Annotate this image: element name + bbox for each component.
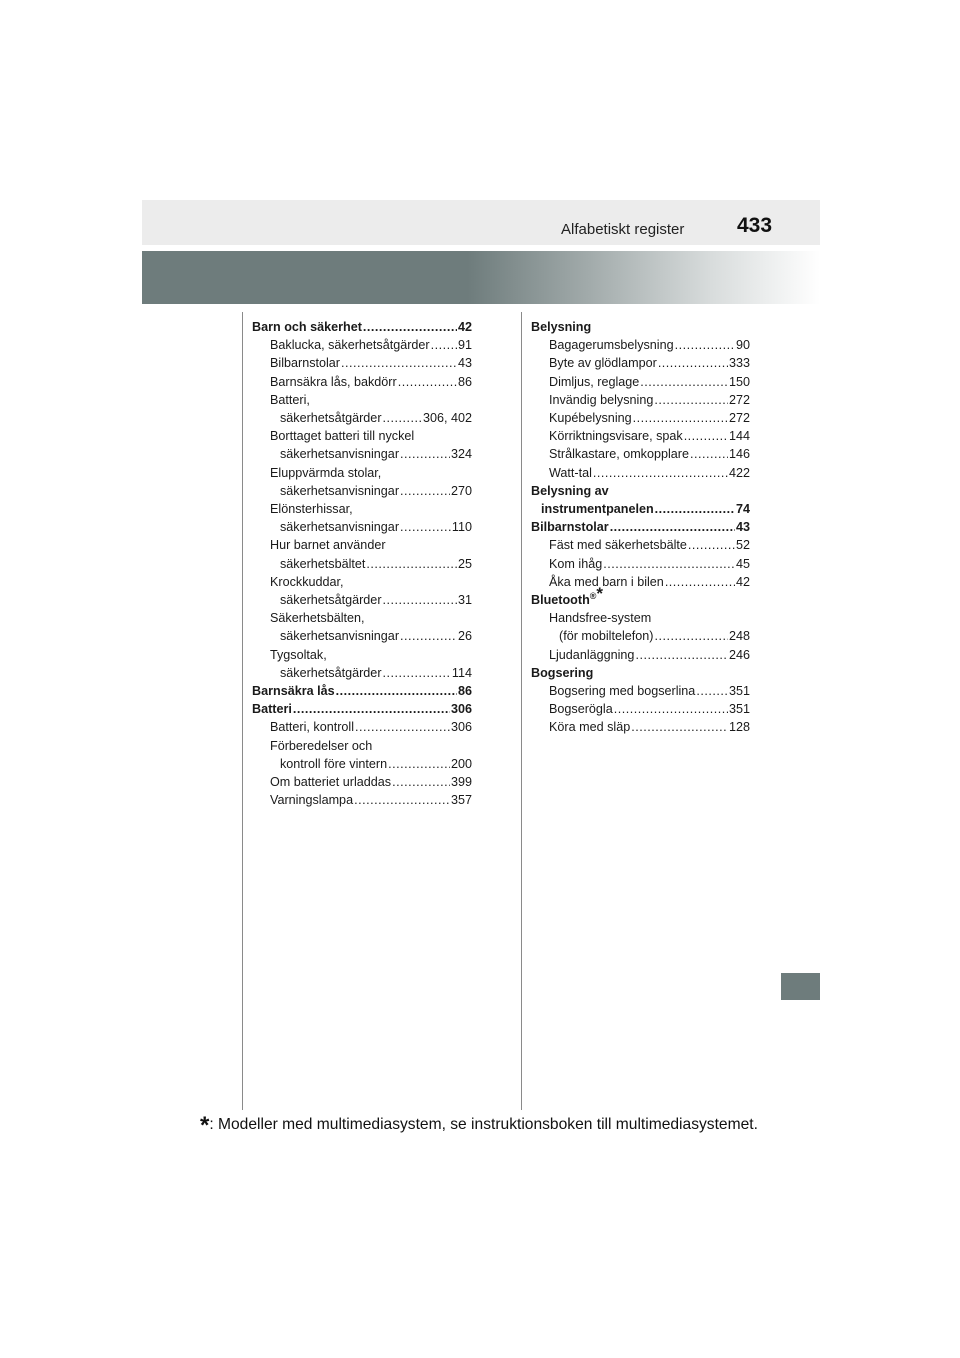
page-ref: 25 xyxy=(457,556,472,571)
index-term: Hur barnet använder xyxy=(270,538,386,553)
index-term: Byte av glödlampor xyxy=(549,356,657,371)
index-entry xyxy=(252,737,472,755)
index-entry xyxy=(531,682,750,700)
index-term: Batteri, xyxy=(270,392,310,407)
index-term: Watt-tal xyxy=(549,465,592,480)
dot-leader xyxy=(635,646,728,664)
index-term: Körriktningsvisare, spak xyxy=(549,429,683,444)
index-entry xyxy=(531,445,750,463)
dot-leader xyxy=(696,682,728,700)
dot-leader xyxy=(688,536,735,554)
index-entry xyxy=(252,627,472,645)
dot-leader xyxy=(684,427,728,445)
dot-leader xyxy=(400,518,451,536)
dot-leader xyxy=(392,773,450,791)
index-entry xyxy=(252,445,472,463)
dot-leader xyxy=(336,682,457,700)
page-ref: 248 xyxy=(728,629,750,644)
index-entry xyxy=(252,718,472,736)
index-term: Kom ihåg xyxy=(549,556,603,571)
page-ref: 270 xyxy=(450,483,472,498)
index-term: Säkerhetsbälten, xyxy=(270,611,365,626)
page-ref: 31 xyxy=(457,593,472,608)
index-entry xyxy=(531,583,750,609)
index-entry xyxy=(531,536,750,554)
index-entry xyxy=(531,609,750,627)
dot-leader xyxy=(603,555,735,573)
chapter-band xyxy=(142,251,820,304)
dot-leader xyxy=(400,627,457,645)
dot-leader xyxy=(355,718,450,736)
dot-leader xyxy=(383,664,451,682)
index-entry xyxy=(252,682,472,700)
page-ref: 45 xyxy=(735,556,750,571)
index-term: säkerhetsanvisningar xyxy=(280,629,400,644)
index-term: Kupébelysning xyxy=(549,411,632,426)
index-term: Dimljus, reglage xyxy=(549,374,640,389)
dot-leader xyxy=(610,518,735,536)
index-entry xyxy=(252,427,472,445)
index-entry xyxy=(531,700,750,718)
page-ref: 399 xyxy=(450,775,472,790)
page-ref: 200 xyxy=(450,756,472,771)
index-term: Om batteriet urladdas xyxy=(270,775,392,790)
page-ref: 306 xyxy=(450,702,472,717)
dot-leader xyxy=(593,464,728,482)
index-term: säkerhetsåtgärder xyxy=(280,665,382,680)
index-entry xyxy=(252,791,472,809)
index-entry xyxy=(252,336,472,354)
index-term: Bogserögla xyxy=(549,702,613,717)
index-term: Batteri xyxy=(252,702,292,717)
dot-leader xyxy=(431,336,457,354)
index-entry xyxy=(252,573,472,591)
index-term: säkerhetsbältet xyxy=(280,556,366,571)
index-entry xyxy=(252,354,472,372)
page-ref: 42 xyxy=(735,574,750,589)
page-ref: 144 xyxy=(728,429,750,444)
page-ref: 52 xyxy=(735,538,750,553)
dot-leader xyxy=(293,700,450,718)
index-entry xyxy=(531,646,750,664)
index-entry xyxy=(252,646,472,664)
index-entry xyxy=(531,518,750,536)
dot-leader xyxy=(633,409,728,427)
dot-leader xyxy=(366,555,457,573)
index-entry xyxy=(252,391,472,409)
index-entry xyxy=(531,409,750,427)
index-term: Åka med barn i bilen xyxy=(549,574,664,589)
page-ref: 150 xyxy=(728,374,750,389)
index-entry xyxy=(252,318,472,336)
index-term: Förberedelser och xyxy=(270,738,373,753)
dot-leader xyxy=(631,718,728,736)
index-term: (för mobiltelefon) xyxy=(559,629,654,644)
index-term: Tygsoltak, xyxy=(270,647,327,662)
header-bar xyxy=(142,200,820,245)
page-title: Alfabetiskt register xyxy=(561,221,685,238)
index-term: Bilbarnstolar xyxy=(270,356,340,371)
dot-leader xyxy=(341,354,457,372)
page-ref: 86 xyxy=(457,374,472,389)
dot-leader xyxy=(363,318,457,336)
index-entry xyxy=(531,718,750,736)
dot-leader xyxy=(400,445,450,463)
index-entry xyxy=(252,536,472,554)
dot-leader xyxy=(354,791,450,809)
index-column-right xyxy=(531,318,750,737)
page-ref: 306, 402 xyxy=(422,411,472,426)
index-entry xyxy=(252,609,472,627)
index-entry xyxy=(531,336,750,354)
page-ref: 272 xyxy=(728,392,750,407)
page-ref: 43 xyxy=(457,356,472,371)
index-entry xyxy=(531,664,750,682)
index-term: instrumentpanelen xyxy=(541,502,654,517)
index-entry xyxy=(252,773,472,791)
index-term: Fäst med säkerhetsbälte xyxy=(549,538,687,553)
footnote-star: * xyxy=(596,583,604,603)
index-entry xyxy=(252,464,472,482)
index-entry xyxy=(252,373,472,391)
index-term: säkerhetsanvisningar xyxy=(280,447,400,462)
index-term: Köra med släp xyxy=(549,720,631,735)
page-ref: 26 xyxy=(457,629,472,644)
page-ref: 357 xyxy=(450,793,472,808)
page-ref: 86 xyxy=(457,684,472,699)
index-term: säkerhetsanvisningar xyxy=(280,483,400,498)
dot-leader xyxy=(400,482,450,500)
index-entry xyxy=(252,755,472,773)
right-column-rule xyxy=(521,312,522,1110)
index-term: Borttaget batteri till nyckel xyxy=(270,429,415,444)
index-entry xyxy=(531,391,750,409)
index-term: Baklucka, säkerhetsåtgärder xyxy=(270,338,430,353)
dot-leader xyxy=(665,573,735,591)
index-entry xyxy=(531,555,750,573)
page-ref: 128 xyxy=(728,720,750,735)
index-term: Barn och säkerhet xyxy=(252,320,362,334)
footnote-marker: * xyxy=(200,1112,210,1139)
page-ref: 110 xyxy=(451,520,472,535)
index-entry xyxy=(531,573,750,591)
index-term: Barnsäkra lås, bakdörr xyxy=(270,374,397,389)
page-ref: 246 xyxy=(728,647,750,662)
dot-leader xyxy=(640,373,728,391)
index-entry xyxy=(252,482,472,500)
index-term: Belysning xyxy=(531,320,592,334)
index-term: Handsfree-system xyxy=(549,611,652,626)
page-number: 433 xyxy=(737,214,773,237)
dot-leader xyxy=(383,591,457,609)
index-entry xyxy=(252,555,472,573)
index-entry xyxy=(531,318,750,336)
page-ref: 272 xyxy=(728,411,750,426)
dot-leader xyxy=(655,500,735,518)
index-term: Bilbarnstolar xyxy=(531,520,609,535)
index-term: Invändig belysning xyxy=(549,392,654,407)
page-ref: 422 xyxy=(728,465,750,480)
left-column-rule xyxy=(242,312,243,1110)
page-ref: 90 xyxy=(735,338,750,353)
index-term: Ljudanläggning xyxy=(549,647,635,662)
index-term: säkerhetsåtgärder xyxy=(280,593,382,608)
index-term: Bogsering xyxy=(531,665,594,680)
index-term: Elönsterhissar, xyxy=(270,502,353,517)
page-ref: 324 xyxy=(450,447,472,462)
page-ref: 146 xyxy=(728,447,750,462)
index-entry xyxy=(531,354,750,372)
index-term: Bluetooth xyxy=(531,593,590,608)
page-ref: 74 xyxy=(735,502,750,517)
index-term: Barnsäkra lås xyxy=(252,684,335,699)
page-ref: 351 xyxy=(728,702,750,717)
index-entry xyxy=(252,500,472,518)
registered-mark: ® xyxy=(589,590,597,601)
footnote xyxy=(200,1112,758,1140)
index-term: säkerhetsåtgärder xyxy=(280,411,382,426)
page-ref: 43 xyxy=(735,520,750,535)
index-entry xyxy=(252,518,472,536)
dot-leader xyxy=(614,700,728,718)
page-ref: 351 xyxy=(728,684,750,699)
index-entry xyxy=(252,409,472,427)
dot-leader xyxy=(658,354,728,372)
dot-leader xyxy=(388,755,450,773)
page-ref: 333 xyxy=(728,356,750,371)
index-entry xyxy=(531,464,750,482)
footnote-text: : Modeller med multimediasystem, se instruktionsboken till multimediasystemet. xyxy=(209,1116,758,1133)
index-column-left xyxy=(252,318,472,809)
index-entry xyxy=(531,427,750,445)
index-term: säkerhetsanvisningar xyxy=(280,520,400,535)
dot-leader xyxy=(675,336,735,354)
page-ref: 114 xyxy=(451,665,472,680)
page-ref: 306 xyxy=(450,720,472,735)
index-entry xyxy=(252,700,472,718)
dot-leader xyxy=(398,373,457,391)
index-term: Belysning av xyxy=(531,483,609,498)
index-term: Batteri, kontroll xyxy=(270,720,354,735)
dot-leader xyxy=(654,391,728,409)
dot-leader xyxy=(383,409,422,427)
dot-leader xyxy=(690,445,728,463)
index-term: kontroll före vintern xyxy=(280,756,388,771)
index-term: Krockkuddar, xyxy=(270,574,344,589)
index-term: Bagagerumsbelysning xyxy=(549,338,674,353)
index-entry xyxy=(531,500,750,518)
page-ref: 91 xyxy=(457,338,472,353)
index-term: Bogsering med bogserlina xyxy=(549,684,696,699)
index-entry xyxy=(531,627,750,645)
chapter-tab-marker xyxy=(781,973,820,1000)
index-entry xyxy=(531,482,750,500)
index-entry xyxy=(252,591,472,609)
dot-leader xyxy=(655,627,728,645)
index-entry xyxy=(531,373,750,391)
page-ref: 42 xyxy=(457,320,472,334)
index-term: Varningslampa xyxy=(270,793,354,808)
index-entry xyxy=(252,664,472,682)
index-term: Eluppvärmda stolar, xyxy=(270,465,382,480)
index-term: Strålkastare, omkopplare xyxy=(549,447,689,462)
